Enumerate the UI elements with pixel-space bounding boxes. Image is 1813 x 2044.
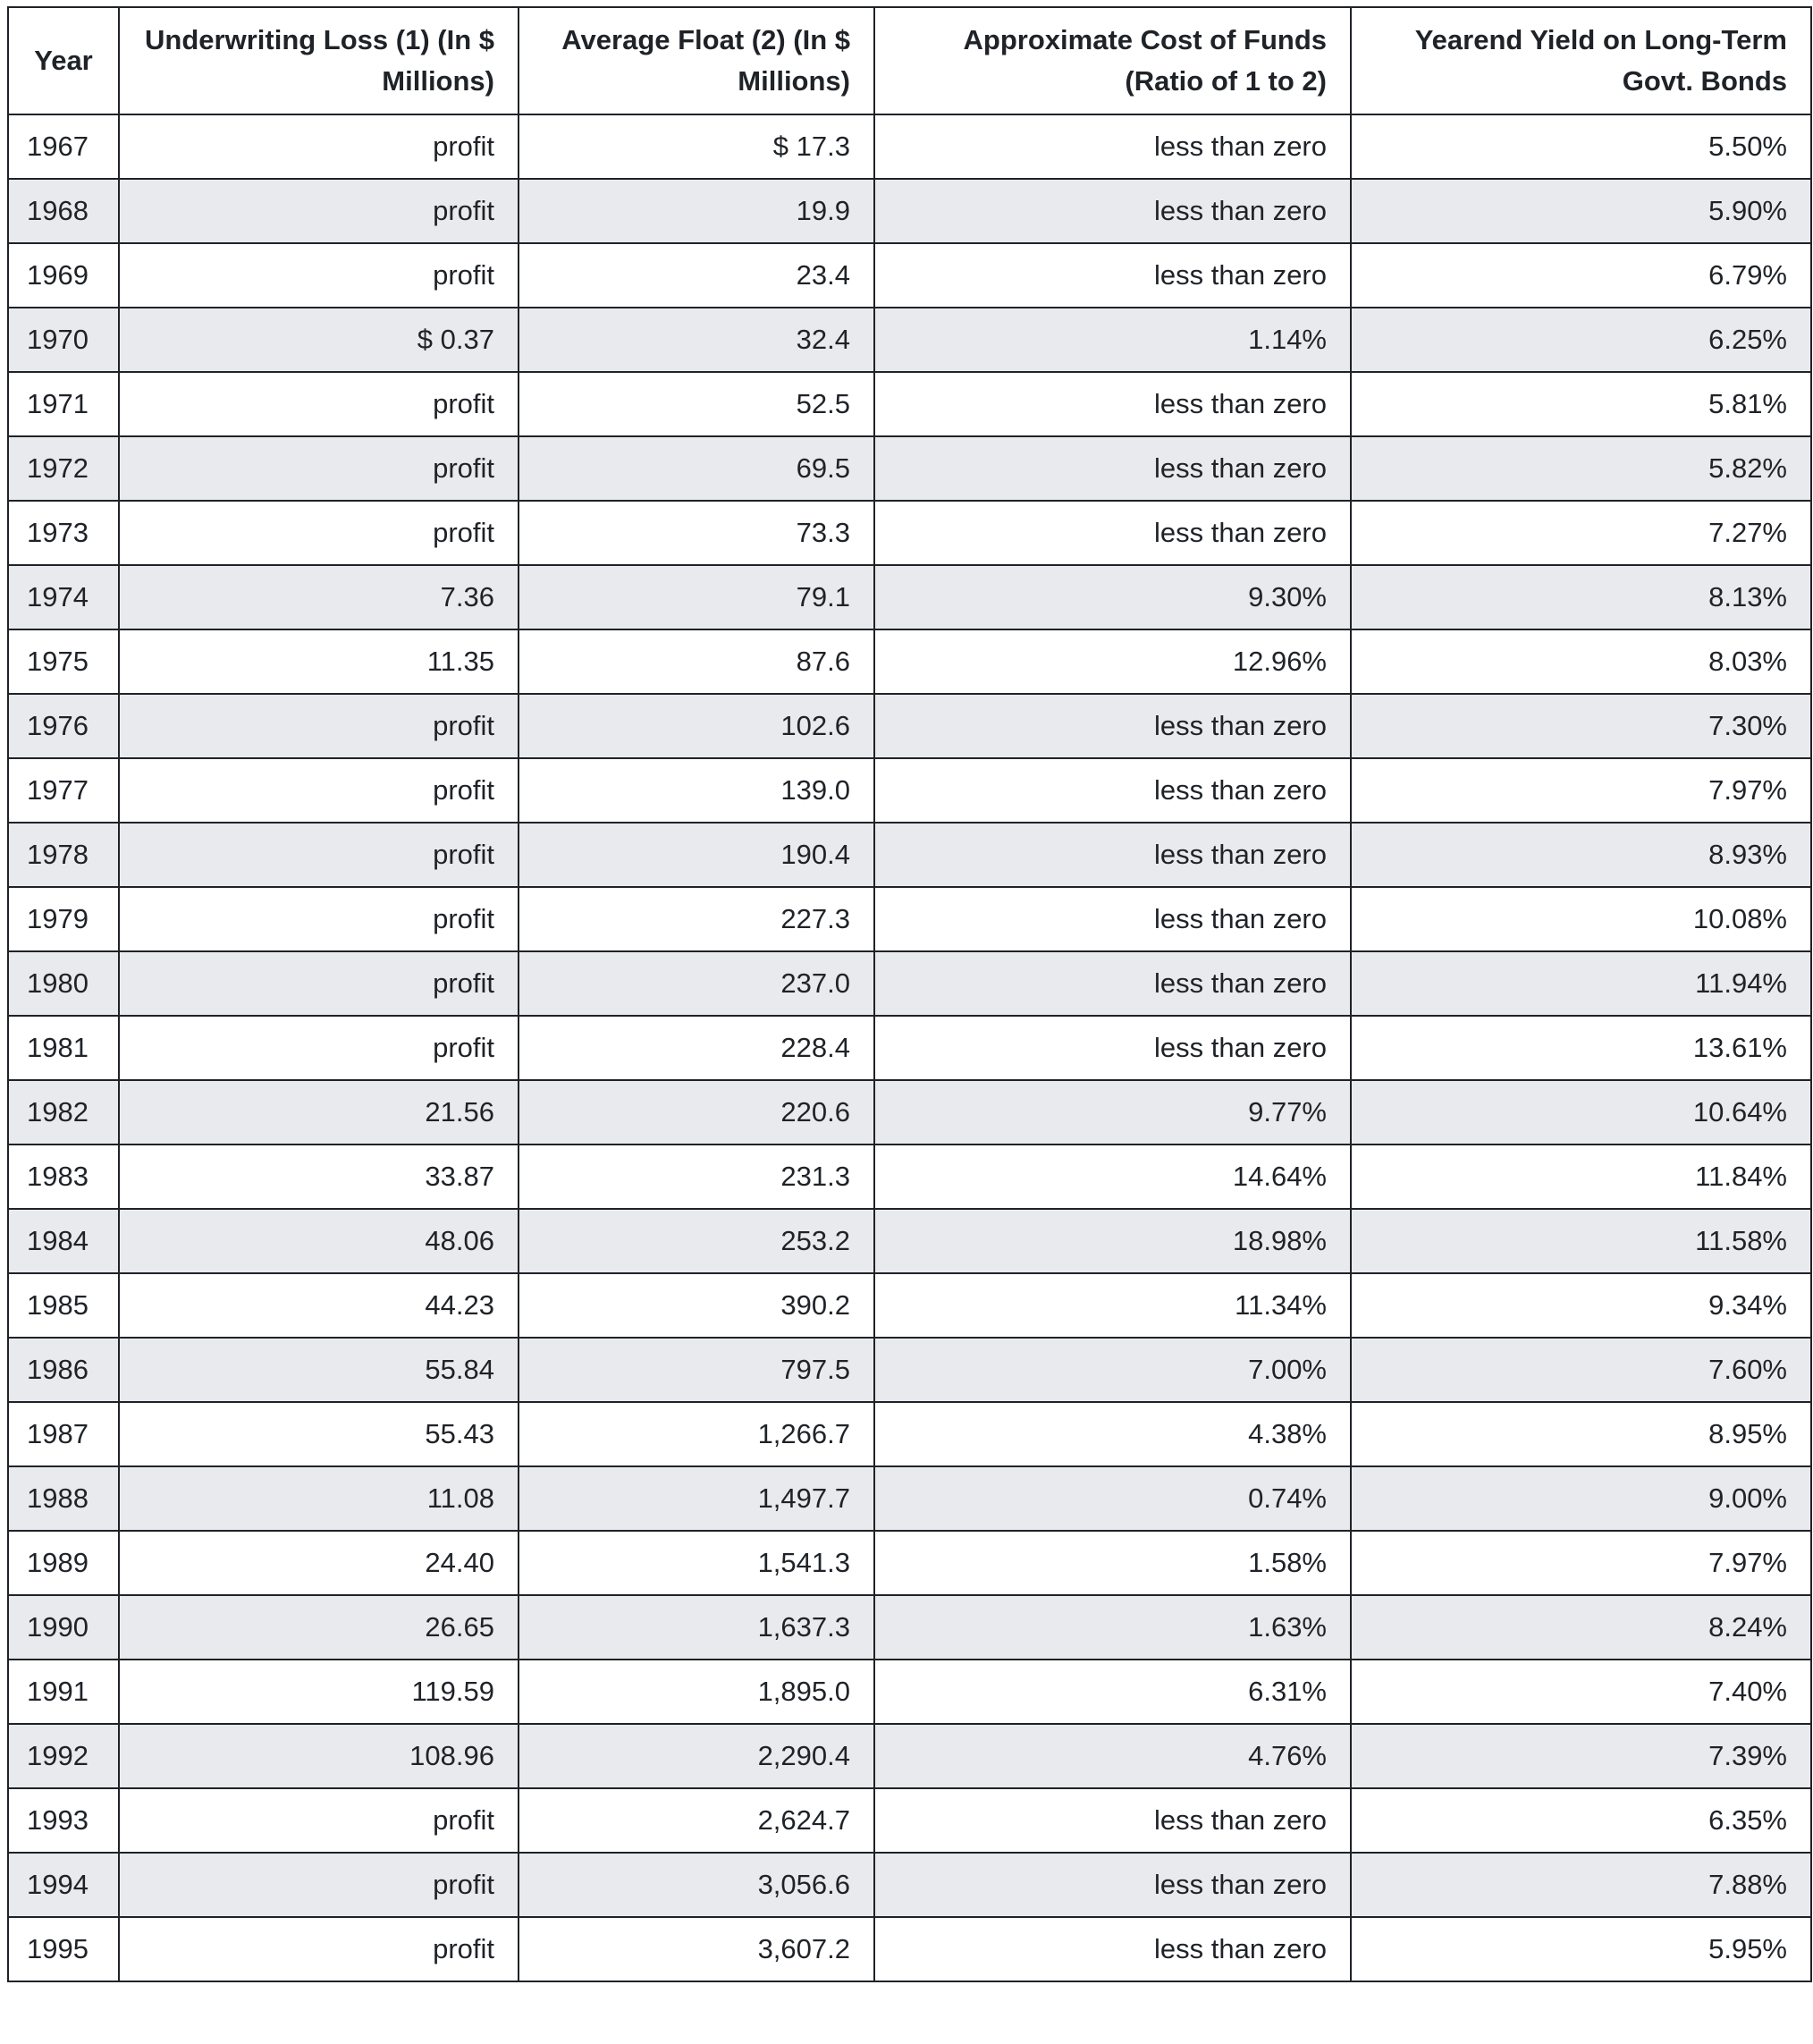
table-row bbox=[8, 1595, 1811, 1660]
cell-average-float: 797.5 bbox=[519, 1338, 874, 1402]
cell-year: 1983 bbox=[8, 1144, 119, 1209]
cell-bond-yield: 6.35% bbox=[1351, 1788, 1811, 1853]
cell-year: 1991 bbox=[8, 1660, 119, 1724]
cell-bond-yield: 5.90% bbox=[1351, 179, 1811, 243]
cell-bond-yield: 10.08% bbox=[1351, 887, 1811, 951]
cell-cost-of-funds: less than zero bbox=[874, 694, 1351, 758]
cell-year: 1988 bbox=[8, 1466, 119, 1531]
cell-average-float: 23.4 bbox=[519, 243, 874, 308]
cell-cost-of-funds: 4.38% bbox=[874, 1402, 1351, 1466]
cell-year: 1978 bbox=[8, 823, 119, 887]
cell-underwriting-loss: profit bbox=[119, 179, 519, 243]
table-row bbox=[8, 114, 1811, 179]
cell-bond-yield: 5.95% bbox=[1351, 1917, 1811, 1981]
cell-underwriting-loss: profit bbox=[119, 1917, 519, 1981]
cell-cost-of-funds: 7.00% bbox=[874, 1338, 1351, 1402]
cell-year: 1985 bbox=[8, 1273, 119, 1338]
cell-average-float: 2,290.4 bbox=[519, 1724, 874, 1788]
cell-underwriting-loss: profit bbox=[119, 436, 519, 501]
cell-underwriting-loss: 119.59 bbox=[119, 1660, 519, 1724]
table-row bbox=[8, 1466, 1811, 1531]
table-row bbox=[8, 243, 1811, 308]
cell-year: 1968 bbox=[8, 179, 119, 243]
cell-cost-of-funds: less than zero bbox=[874, 823, 1351, 887]
cell-bond-yield: 11.58% bbox=[1351, 1209, 1811, 1273]
cell-cost-of-funds: less than zero bbox=[874, 1853, 1351, 1917]
cell-year: 1995 bbox=[8, 1917, 119, 1981]
cell-average-float: 1,895.0 bbox=[519, 1660, 874, 1724]
cell-cost-of-funds: 11.34% bbox=[874, 1273, 1351, 1338]
cell-bond-yield: 10.64% bbox=[1351, 1080, 1811, 1144]
cell-bond-yield: 11.84% bbox=[1351, 1144, 1811, 1209]
cell-cost-of-funds: less than zero bbox=[874, 114, 1351, 179]
cell-year: 1981 bbox=[8, 1016, 119, 1080]
cell-average-float: 1,637.3 bbox=[519, 1595, 874, 1660]
table-row bbox=[8, 887, 1811, 951]
cell-cost-of-funds: 9.77% bbox=[874, 1080, 1351, 1144]
table-row bbox=[8, 565, 1811, 629]
cell-year: 1990 bbox=[8, 1595, 119, 1660]
cell-cost-of-funds: 1.14% bbox=[874, 308, 1351, 372]
cell-average-float: 228.4 bbox=[519, 1016, 874, 1080]
cell-year: 1972 bbox=[8, 436, 119, 501]
cell-bond-yield: 8.93% bbox=[1351, 823, 1811, 887]
cell-underwriting-loss: $ 0.37 bbox=[119, 308, 519, 372]
column-header-cost-of-funds: Approximate Cost of Funds (Ratio of 1 to 2) bbox=[874, 7, 1351, 114]
cell-bond-yield: 8.95% bbox=[1351, 1402, 1811, 1466]
table-row bbox=[8, 1080, 1811, 1144]
table-row bbox=[8, 372, 1811, 436]
table-row bbox=[8, 436, 1811, 501]
cell-cost-of-funds: 12.96% bbox=[874, 629, 1351, 694]
cell-year: 1993 bbox=[8, 1788, 119, 1853]
cell-underwriting-loss: profit bbox=[119, 887, 519, 951]
cell-cost-of-funds: less than zero bbox=[874, 372, 1351, 436]
cell-average-float: 1,266.7 bbox=[519, 1402, 874, 1466]
cell-cost-of-funds: 18.98% bbox=[874, 1209, 1351, 1273]
cell-cost-of-funds: less than zero bbox=[874, 243, 1351, 308]
cell-average-float: 190.4 bbox=[519, 823, 874, 887]
cell-bond-yield: 7.97% bbox=[1351, 758, 1811, 823]
cell-bond-yield: 6.25% bbox=[1351, 308, 1811, 372]
cell-bond-yield: 5.82% bbox=[1351, 436, 1811, 501]
cell-year: 1975 bbox=[8, 629, 119, 694]
table-row bbox=[8, 1531, 1811, 1595]
cell-cost-of-funds: less than zero bbox=[874, 758, 1351, 823]
column-header-underwriting-loss: Underwriting Loss (1) (In $ Millions) bbox=[119, 7, 519, 114]
table-row bbox=[8, 1209, 1811, 1273]
cell-bond-yield: 13.61% bbox=[1351, 1016, 1811, 1080]
cell-bond-yield: 11.94% bbox=[1351, 951, 1811, 1016]
cell-year: 1977 bbox=[8, 758, 119, 823]
cell-underwriting-loss: profit bbox=[119, 758, 519, 823]
table-row bbox=[8, 1016, 1811, 1080]
cost-of-funds-table bbox=[7, 6, 1812, 1982]
cell-cost-of-funds: less than zero bbox=[874, 501, 1351, 565]
table-row bbox=[8, 501, 1811, 565]
cell-year: 1982 bbox=[8, 1080, 119, 1144]
table-row bbox=[8, 823, 1811, 887]
cell-average-float: 231.3 bbox=[519, 1144, 874, 1209]
cell-average-float: 69.5 bbox=[519, 436, 874, 501]
table-row bbox=[8, 1917, 1811, 1981]
cell-underwriting-loss: 7.36 bbox=[119, 565, 519, 629]
cell-average-float: 227.3 bbox=[519, 887, 874, 951]
cell-underwriting-loss: 26.65 bbox=[119, 1595, 519, 1660]
cell-cost-of-funds: 4.76% bbox=[874, 1724, 1351, 1788]
cell-cost-of-funds: less than zero bbox=[874, 1788, 1351, 1853]
table-container bbox=[7, 6, 1812, 1982]
cell-average-float: 19.9 bbox=[519, 179, 874, 243]
cell-average-float: 139.0 bbox=[519, 758, 874, 823]
table-row bbox=[8, 1273, 1811, 1338]
column-header-average-float: Average Float (2) (In $ Millions) bbox=[519, 7, 874, 114]
cell-underwriting-loss: 55.43 bbox=[119, 1402, 519, 1466]
column-header-bond-yield: Yearend Yield on Long-Term Govt. Bonds bbox=[1351, 7, 1811, 114]
cell-cost-of-funds: less than zero bbox=[874, 887, 1351, 951]
cell-underwriting-loss: 33.87 bbox=[119, 1144, 519, 1209]
cell-underwriting-loss: 44.23 bbox=[119, 1273, 519, 1338]
cell-year: 1970 bbox=[8, 308, 119, 372]
cell-average-float: 237.0 bbox=[519, 951, 874, 1016]
cell-bond-yield: 8.24% bbox=[1351, 1595, 1811, 1660]
cell-bond-yield: 7.60% bbox=[1351, 1338, 1811, 1402]
cell-bond-yield: 5.81% bbox=[1351, 372, 1811, 436]
column-header-year: Year bbox=[8, 7, 119, 114]
cell-cost-of-funds: 6.31% bbox=[874, 1660, 1351, 1724]
cell-cost-of-funds: 1.58% bbox=[874, 1531, 1351, 1595]
cell-cost-of-funds: 9.30% bbox=[874, 565, 1351, 629]
cell-year: 1973 bbox=[8, 501, 119, 565]
cell-average-float: 79.1 bbox=[519, 565, 874, 629]
cell-average-float: 3,607.2 bbox=[519, 1917, 874, 1981]
cell-cost-of-funds: 1.63% bbox=[874, 1595, 1351, 1660]
cell-underwriting-loss: profit bbox=[119, 823, 519, 887]
cell-underwriting-loss: profit bbox=[119, 1853, 519, 1917]
table-row bbox=[8, 951, 1811, 1016]
cell-year: 1984 bbox=[8, 1209, 119, 1273]
cell-underwriting-loss: 11.08 bbox=[119, 1466, 519, 1531]
cell-bond-yield: 7.97% bbox=[1351, 1531, 1811, 1595]
cell-bond-yield: 9.00% bbox=[1351, 1466, 1811, 1531]
cell-underwriting-loss: 21.56 bbox=[119, 1080, 519, 1144]
cell-bond-yield: 8.03% bbox=[1351, 629, 1811, 694]
table-row bbox=[8, 308, 1811, 372]
cell-average-float: $ 17.3 bbox=[519, 114, 874, 179]
cell-year: 1967 bbox=[8, 114, 119, 179]
cell-year: 1974 bbox=[8, 565, 119, 629]
cell-average-float: 87.6 bbox=[519, 629, 874, 694]
cell-underwriting-loss: profit bbox=[119, 243, 519, 308]
cell-average-float: 253.2 bbox=[519, 1209, 874, 1273]
cell-average-float: 32.4 bbox=[519, 308, 874, 372]
cell-underwriting-loss: profit bbox=[119, 501, 519, 565]
table-row bbox=[8, 1144, 1811, 1209]
header-row bbox=[8, 7, 1811, 114]
cell-bond-yield: 7.88% bbox=[1351, 1853, 1811, 1917]
cell-bond-yield: 7.27% bbox=[1351, 501, 1811, 565]
cell-average-float: 390.2 bbox=[519, 1273, 874, 1338]
cell-average-float: 102.6 bbox=[519, 694, 874, 758]
table-body bbox=[8, 114, 1811, 1981]
cell-year: 1994 bbox=[8, 1853, 119, 1917]
cell-year: 1992 bbox=[8, 1724, 119, 1788]
cell-average-float: 1,497.7 bbox=[519, 1466, 874, 1531]
cell-cost-of-funds: less than zero bbox=[874, 1016, 1351, 1080]
cell-underwriting-loss: profit bbox=[119, 694, 519, 758]
table-row bbox=[8, 179, 1811, 243]
cell-bond-yield: 5.50% bbox=[1351, 114, 1811, 179]
table-row bbox=[8, 1724, 1811, 1788]
cell-average-float: 2,624.7 bbox=[519, 1788, 874, 1853]
cell-underwriting-loss: profit bbox=[119, 1788, 519, 1853]
table-row bbox=[8, 758, 1811, 823]
cell-cost-of-funds: less than zero bbox=[874, 951, 1351, 1016]
cell-underwriting-loss: profit bbox=[119, 1016, 519, 1080]
cell-year: 1969 bbox=[8, 243, 119, 308]
cell-underwriting-loss: profit bbox=[119, 372, 519, 436]
cell-year: 1979 bbox=[8, 887, 119, 951]
cell-bond-yield: 9.34% bbox=[1351, 1273, 1811, 1338]
cell-bond-yield: 7.39% bbox=[1351, 1724, 1811, 1788]
cell-year: 1986 bbox=[8, 1338, 119, 1402]
table-row bbox=[8, 694, 1811, 758]
cell-bond-yield: 7.40% bbox=[1351, 1660, 1811, 1724]
cell-underwriting-loss: 108.96 bbox=[119, 1724, 519, 1788]
cell-year: 1976 bbox=[8, 694, 119, 758]
cell-average-float: 52.5 bbox=[519, 372, 874, 436]
table-row bbox=[8, 1788, 1811, 1853]
cell-cost-of-funds: less than zero bbox=[874, 1917, 1351, 1981]
cell-average-float: 73.3 bbox=[519, 501, 874, 565]
cell-year: 1971 bbox=[8, 372, 119, 436]
cell-underwriting-loss: 11.35 bbox=[119, 629, 519, 694]
cell-average-float: 3,056.6 bbox=[519, 1853, 874, 1917]
cell-bond-yield: 8.13% bbox=[1351, 565, 1811, 629]
cell-year: 1987 bbox=[8, 1402, 119, 1466]
cell-underwriting-loss: profit bbox=[119, 114, 519, 179]
table-row bbox=[8, 1853, 1811, 1917]
cell-average-float: 220.6 bbox=[519, 1080, 874, 1144]
table-row bbox=[8, 1660, 1811, 1724]
cell-cost-of-funds: less than zero bbox=[874, 436, 1351, 501]
table-row bbox=[8, 1402, 1811, 1466]
cell-cost-of-funds: 14.64% bbox=[874, 1144, 1351, 1209]
cell-year: 1980 bbox=[8, 951, 119, 1016]
table-row bbox=[8, 1338, 1811, 1402]
cell-year: 1989 bbox=[8, 1531, 119, 1595]
cell-bond-yield: 6.79% bbox=[1351, 243, 1811, 308]
table-row bbox=[8, 629, 1811, 694]
cell-underwriting-loss: 48.06 bbox=[119, 1209, 519, 1273]
cell-underwriting-loss: 24.40 bbox=[119, 1531, 519, 1595]
cell-underwriting-loss: 55.84 bbox=[119, 1338, 519, 1402]
cell-average-float: 1,541.3 bbox=[519, 1531, 874, 1595]
cell-cost-of-funds: 0.74% bbox=[874, 1466, 1351, 1531]
cell-cost-of-funds: less than zero bbox=[874, 179, 1351, 243]
cell-underwriting-loss: profit bbox=[119, 951, 519, 1016]
cell-bond-yield: 7.30% bbox=[1351, 694, 1811, 758]
